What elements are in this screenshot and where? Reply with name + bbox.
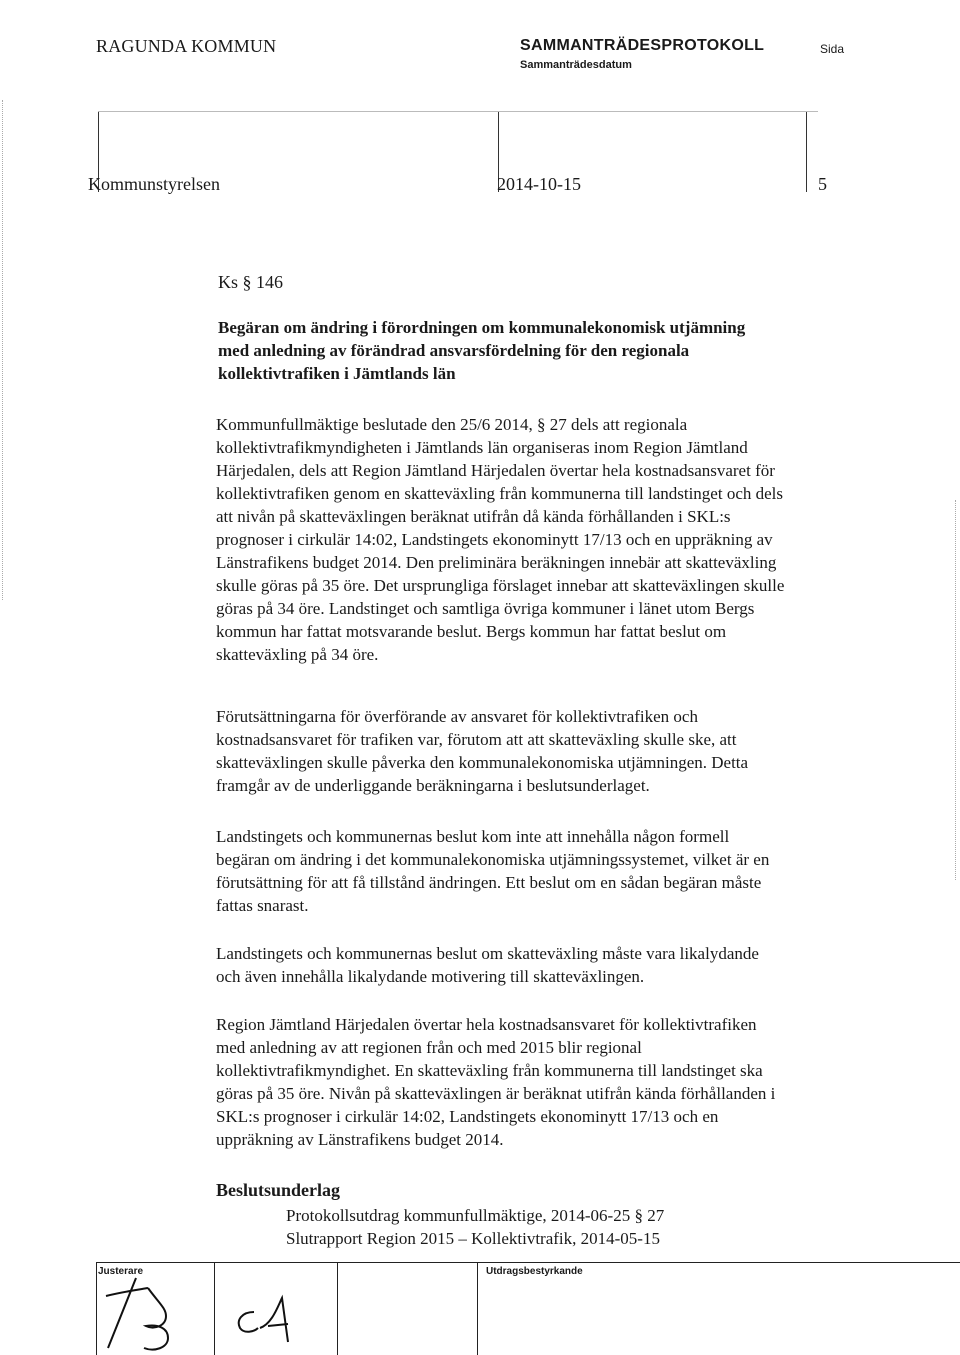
- text-line: uppräkning av Länstrafikens budget 2014.: [216, 1130, 504, 1149]
- heading-line: med anledning av förändrad ansvarsfördelning för den regionala: [218, 341, 690, 360]
- text-line: att nivån på skatteväxlingen beräknat utifrån då kända förhållanden i SKL:s: [216, 507, 731, 526]
- text-line: Kommunfullmäktige beslutade den 25/6 2014, § 27 dels att regionala: [216, 415, 688, 434]
- text-line: Landstingets och kommunernas beslut om skatteväxling måste vara likalydande: [216, 944, 759, 963]
- meeting-date: 2014-10-15: [497, 174, 581, 194]
- page-number: 5: [818, 174, 827, 194]
- text-line: med anledning av att regionen från och med 2015 blir regional: [216, 1038, 642, 1057]
- text-line: prognoser i cirkulär 14:02, Landstingets ekonominytt 17/13 och en uppräkning av: [216, 530, 773, 549]
- heading-line: Begäran om ändring i förordningen om kommunalekonomisk utjämning: [218, 318, 746, 337]
- text-line: skatteväxling på 34 öre.: [216, 645, 379, 664]
- paragraph-id: Ks § 146: [218, 272, 284, 292]
- committee-name: Kommunstyrelsen: [88, 174, 220, 194]
- justerare-label: Justerare: [98, 1266, 144, 1277]
- protocol-title: SAMMANTRÄDESPROTOKOLL: [520, 37, 765, 54]
- text-line: Länstrafikens budget 2014. Den preliminära beräkningen innebär att skatteväxling: [216, 553, 777, 572]
- text-line: framgår av de underliggande beräkningarna i beslutsunderlaget.: [216, 776, 650, 795]
- paragraph-4: [216, 942, 896, 988]
- scan-edge-marks-right: [955, 500, 959, 880]
- header-rule: [98, 111, 818, 112]
- paragraph-2: [216, 705, 896, 797]
- scan-edge-marks-left: [2, 100, 6, 600]
- list-item: Slutrapport Region 2015 – Kollektivtrafik, 2014-05-15: [286, 1229, 660, 1248]
- protocol-subtitle: Sammanträdesdatum: [520, 59, 632, 71]
- paragraph-3: [216, 825, 896, 917]
- text-line: och även innehålla likalydande motivering till skatteväxlingen.: [216, 967, 645, 986]
- page-label: Sida: [820, 42, 845, 56]
- text-line: skatteväxlingen skulle påverka den kommunalekonomiska utjämningen. Detta: [216, 753, 749, 772]
- text-line: kollektivtrafikmyndigheten i Jämtlands län organiseras inom Region Jämtland: [216, 438, 748, 457]
- heading-line: kollektivtrafiken i Jämtlands län: [218, 364, 456, 383]
- beslutsunderlag-heading: Beslutsunderlag: [216, 1180, 341, 1200]
- text-line: Region Jämtland Härjedalen övertar hela kostnadsansvaret för kollektivtrafiken: [216, 1015, 757, 1034]
- paragraph-5: [216, 1013, 896, 1151]
- text-line: förutsättning för att få tillstånd ändringen. Ett beslut om en sådan begäran måste: [216, 873, 762, 892]
- list-item: Protokollsutdrag kommunfullmäktige, 2014-06-25 § 27: [286, 1206, 665, 1225]
- text-line: begäran om ändring i det kommunalekonomiska utjämningssystemet, vilket är en: [216, 850, 770, 869]
- organization-name: RAGUNDA KOMMUN: [96, 36, 277, 56]
- text-line: kollektivtrafiken genom en skatteväxling från kommunerna till landstinget och dels: [216, 484, 783, 503]
- text-line: Förutsättningarna för överförande av ansvaret för kollektivtrafiken och: [216, 707, 698, 726]
- footer-divider: [477, 1262, 478, 1355]
- text-line: göras på 34 öre. Landstinget och samtliga övriga kommuner i länet utom Bergs: [216, 599, 755, 618]
- text-line: fattas snarast.: [216, 896, 309, 915]
- text-line: kostnadsansvaret för trafiken var, förutom att att skatteväxling skulle ske, att: [216, 730, 737, 749]
- paragraph-1: [216, 413, 896, 666]
- text-line: kollektivtrafikmyndighet. En skatteväxling från kommunerna till landstinget ska: [216, 1061, 763, 1080]
- text-line: skulle göras på 35 öre. Det ursprungliga förslaget innebar att skatteväxlingen skulle: [216, 576, 785, 595]
- item-heading: [218, 316, 878, 385]
- signature-initials-2: [214, 1268, 336, 1354]
- footer-rule: [96, 1262, 960, 1263]
- utdrag-label: Utdragsbestyrkande: [486, 1266, 583, 1277]
- beslutsunderlag-list: [286, 1204, 664, 1250]
- footer-divider: [337, 1262, 338, 1355]
- text-line: göras på 35 öre. Nivån på skatteväxlingen är beräknat utifrån kända förhållanden i: [216, 1084, 776, 1103]
- text-line: Härjedalen, dels att Region Jämtland Härjedalen övertar hela kostnadsansvaret för: [216, 461, 775, 480]
- signature-initials-1: [96, 1268, 214, 1354]
- text-line: Landstingets och kommunernas beslut kom inte att innehålla någon formell: [216, 827, 730, 846]
- header-divider-right: [806, 112, 807, 192]
- text-line: kommun har fattat motsvarande beslut. Bergs kommun har fattat beslut om: [216, 622, 727, 641]
- text-line: SKL:s prognoser i cirkulär 14:02, Landstingets ekonominytt 17/13 och en: [216, 1107, 719, 1126]
